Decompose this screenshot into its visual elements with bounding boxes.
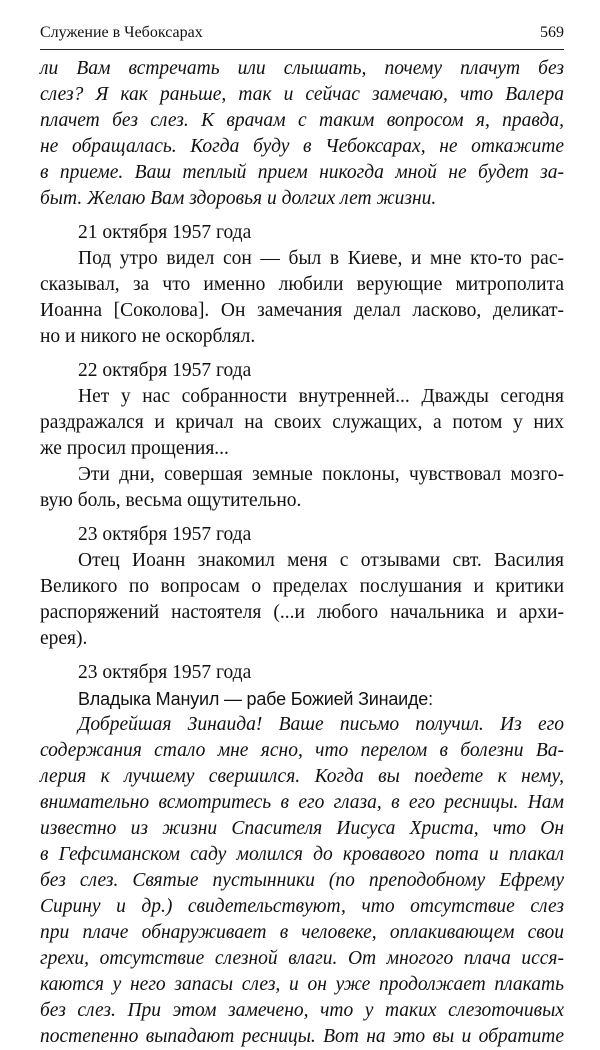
entry-date: 22 октября 1957 года — [78, 360, 252, 381]
text-line: Нет у нас собранности внутренней... Дважды сегодня — [78, 386, 564, 407]
header-rule — [40, 49, 564, 50]
text-line: же просил прощения... — [40, 438, 229, 459]
running-header — [40, 24, 564, 44]
text-line: без слез. Святые пустынники (по преподобному Ефрему — [40, 870, 564, 891]
text-line: без слез. При этом замечено, что у таких слезоточивых — [40, 1000, 564, 1021]
text-line: распоряжений настоятеля (...и любого начальника и архи- — [40, 602, 564, 623]
text-line: Добрейшая Зинаида! Ваше письмо получил. Из его — [78, 714, 564, 735]
text-line: в приеме. Ваш теплый прием никогда мной не будет за- — [40, 162, 564, 183]
entry-date: 21 октября 1957 года — [78, 222, 252, 243]
text-line: внимательно всмотритесь в его глаза, в его ресницы. Нам — [40, 792, 564, 813]
entry-date: 23 октября 1957 года — [78, 524, 252, 545]
text-line: постепенно выпадают ресницы. Вот на это вы и обратите — [40, 1026, 564, 1047]
text-line: не обращалась. Когда буду в Чебоксарах, не откажите — [40, 136, 564, 157]
text-line: сказывал, за что именно любили верующие митрополита — [40, 274, 564, 295]
text-line: Великого по вопросам о пределах послушания и критики — [40, 576, 564, 597]
text-line: Сирину и др.) свидетельствуют, что отсутствие слез — [40, 896, 564, 917]
text-line: при плаче обнаруживает в человеке, оплакивающем свои — [40, 922, 564, 943]
text-line: вую боль, весьма ощутительно. — [40, 490, 302, 511]
text-line: но и никого не оскорблял. — [40, 326, 256, 347]
running-title: Служение в Чебоксарах — [40, 24, 203, 41]
text-line: Под утро видел сон — был в Киеве, и мне кто-то рас- — [78, 248, 564, 269]
text-line: Отец Иоанн знакомил меня с отзывами свт. Василия — [78, 550, 564, 571]
text-line: каются у него запасы слез, и он уже продолжает плакать — [40, 974, 564, 995]
text-line: раздражался и кричал на своих служащих, а потом у них — [40, 412, 564, 433]
text-line: Иоанна [Соколова]. Он замечания делал ласково, деликат- — [40, 300, 564, 321]
text-line: в Гефсиманском саду молился до кровавого пота и плакал — [40, 844, 564, 865]
text-line: Эти дни, совершая земные поклоны, чувствовал мозго- — [78, 464, 564, 485]
text-line: плачет без слез. К врачам с таким вопросом я, правда, — [40, 110, 564, 131]
page-number: 569 — [540, 24, 564, 41]
text-line: грехи, отсутствие слезной влаги. От многого плача исся- — [40, 948, 564, 969]
text-line: ерея). — [40, 628, 88, 649]
text-line: лерия к лучшему свершился. Когда вы поедете к нему, — [40, 766, 564, 787]
entry-date: 23 октября 1957 года — [78, 662, 252, 683]
text-line: слез? Я как раньше, так и сейчас замечаю, что Валера — [40, 84, 564, 105]
text-line: ли Вам встречать или слышать, почему плачут без — [40, 58, 564, 79]
text-line: содержания стало мне ясно, что перелом в болезни Ва- — [40, 740, 564, 761]
text-line: быт. Желаю Вам здоровья и долгих лет жизни. — [40, 188, 437, 209]
text-line: известно из жизни Спасителя Иисуса Христа, что Он — [40, 818, 564, 839]
letter-heading: Владыка Мануил — рабе Божией Зинаиде: — [78, 689, 433, 709]
